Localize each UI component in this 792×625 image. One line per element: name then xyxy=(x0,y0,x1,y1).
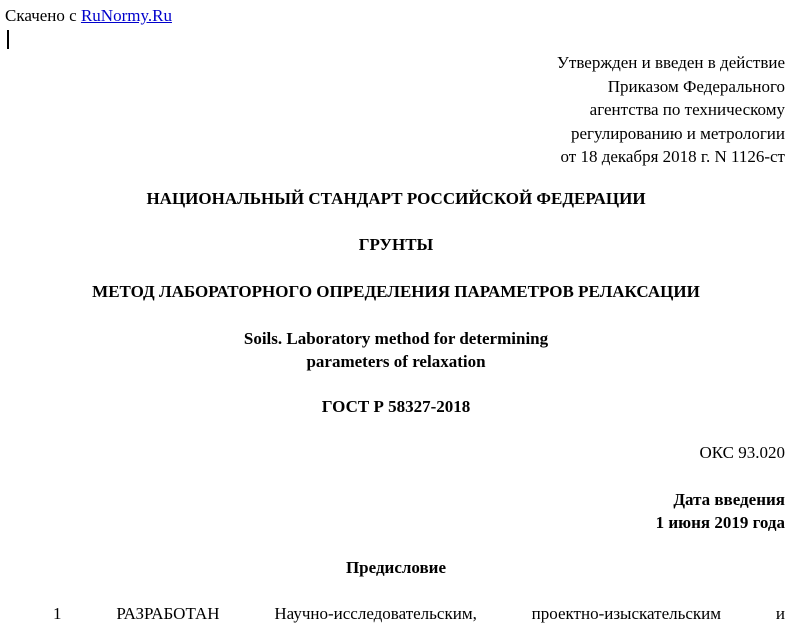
approval-line: Утвержден и введен в действие xyxy=(556,53,785,72)
oks-code: ОКС 93.020 xyxy=(699,443,785,462)
foreword-item-1 xyxy=(53,603,785,625)
english-title xyxy=(0,327,792,373)
introduction-date-label: Дата введения xyxy=(673,490,785,509)
standard-designation: ГОСТ Р 58327-2018 xyxy=(321,397,471,416)
source-link[interactable]: RuNormy.Ru xyxy=(80,6,172,25)
introduction-date-block xyxy=(656,488,785,534)
approval-line: от 18 декабря 2018 г. N 1126-ст xyxy=(560,147,785,166)
introduction-date-value: 1 июня 2019 года xyxy=(655,513,785,532)
text-caret xyxy=(7,30,9,49)
approval-line: агентства по техническому xyxy=(589,100,785,119)
item-word: и xyxy=(775,604,785,623)
document-subtitle: МЕТОД ЛАБОРАТОРНОГО ОПРЕДЕЛЕНИЯ ПАРАМЕТРОВ РЕЛАКСАЦИИ xyxy=(92,282,700,301)
foreword-heading: Предисловие xyxy=(345,558,447,577)
item-number: 1 xyxy=(53,604,62,623)
approval-line: Приказом Федерального xyxy=(607,76,785,96)
english-title-line-1: Soils. Laboratory method for determining xyxy=(243,329,549,348)
source-prefix: Скачено с xyxy=(5,6,77,25)
approval-line: регулированию и метрологии xyxy=(570,123,785,143)
english-title-line-2: parameters of relaxation xyxy=(306,352,486,371)
item-word: Научно-исследовательским, xyxy=(274,604,477,623)
approval-block xyxy=(557,51,785,169)
item-word: РАЗРАБОТАН xyxy=(116,604,220,623)
source-line xyxy=(5,6,172,26)
item-word: проектно-изыскательским xyxy=(531,604,722,623)
national-standard-heading: НАЦИОНАЛЬНЫЙ СТАНДАРТ РОССИЙСКОЙ ФЕДЕРАЦИИ xyxy=(146,189,646,208)
document-title: ГРУНТЫ xyxy=(358,235,434,254)
